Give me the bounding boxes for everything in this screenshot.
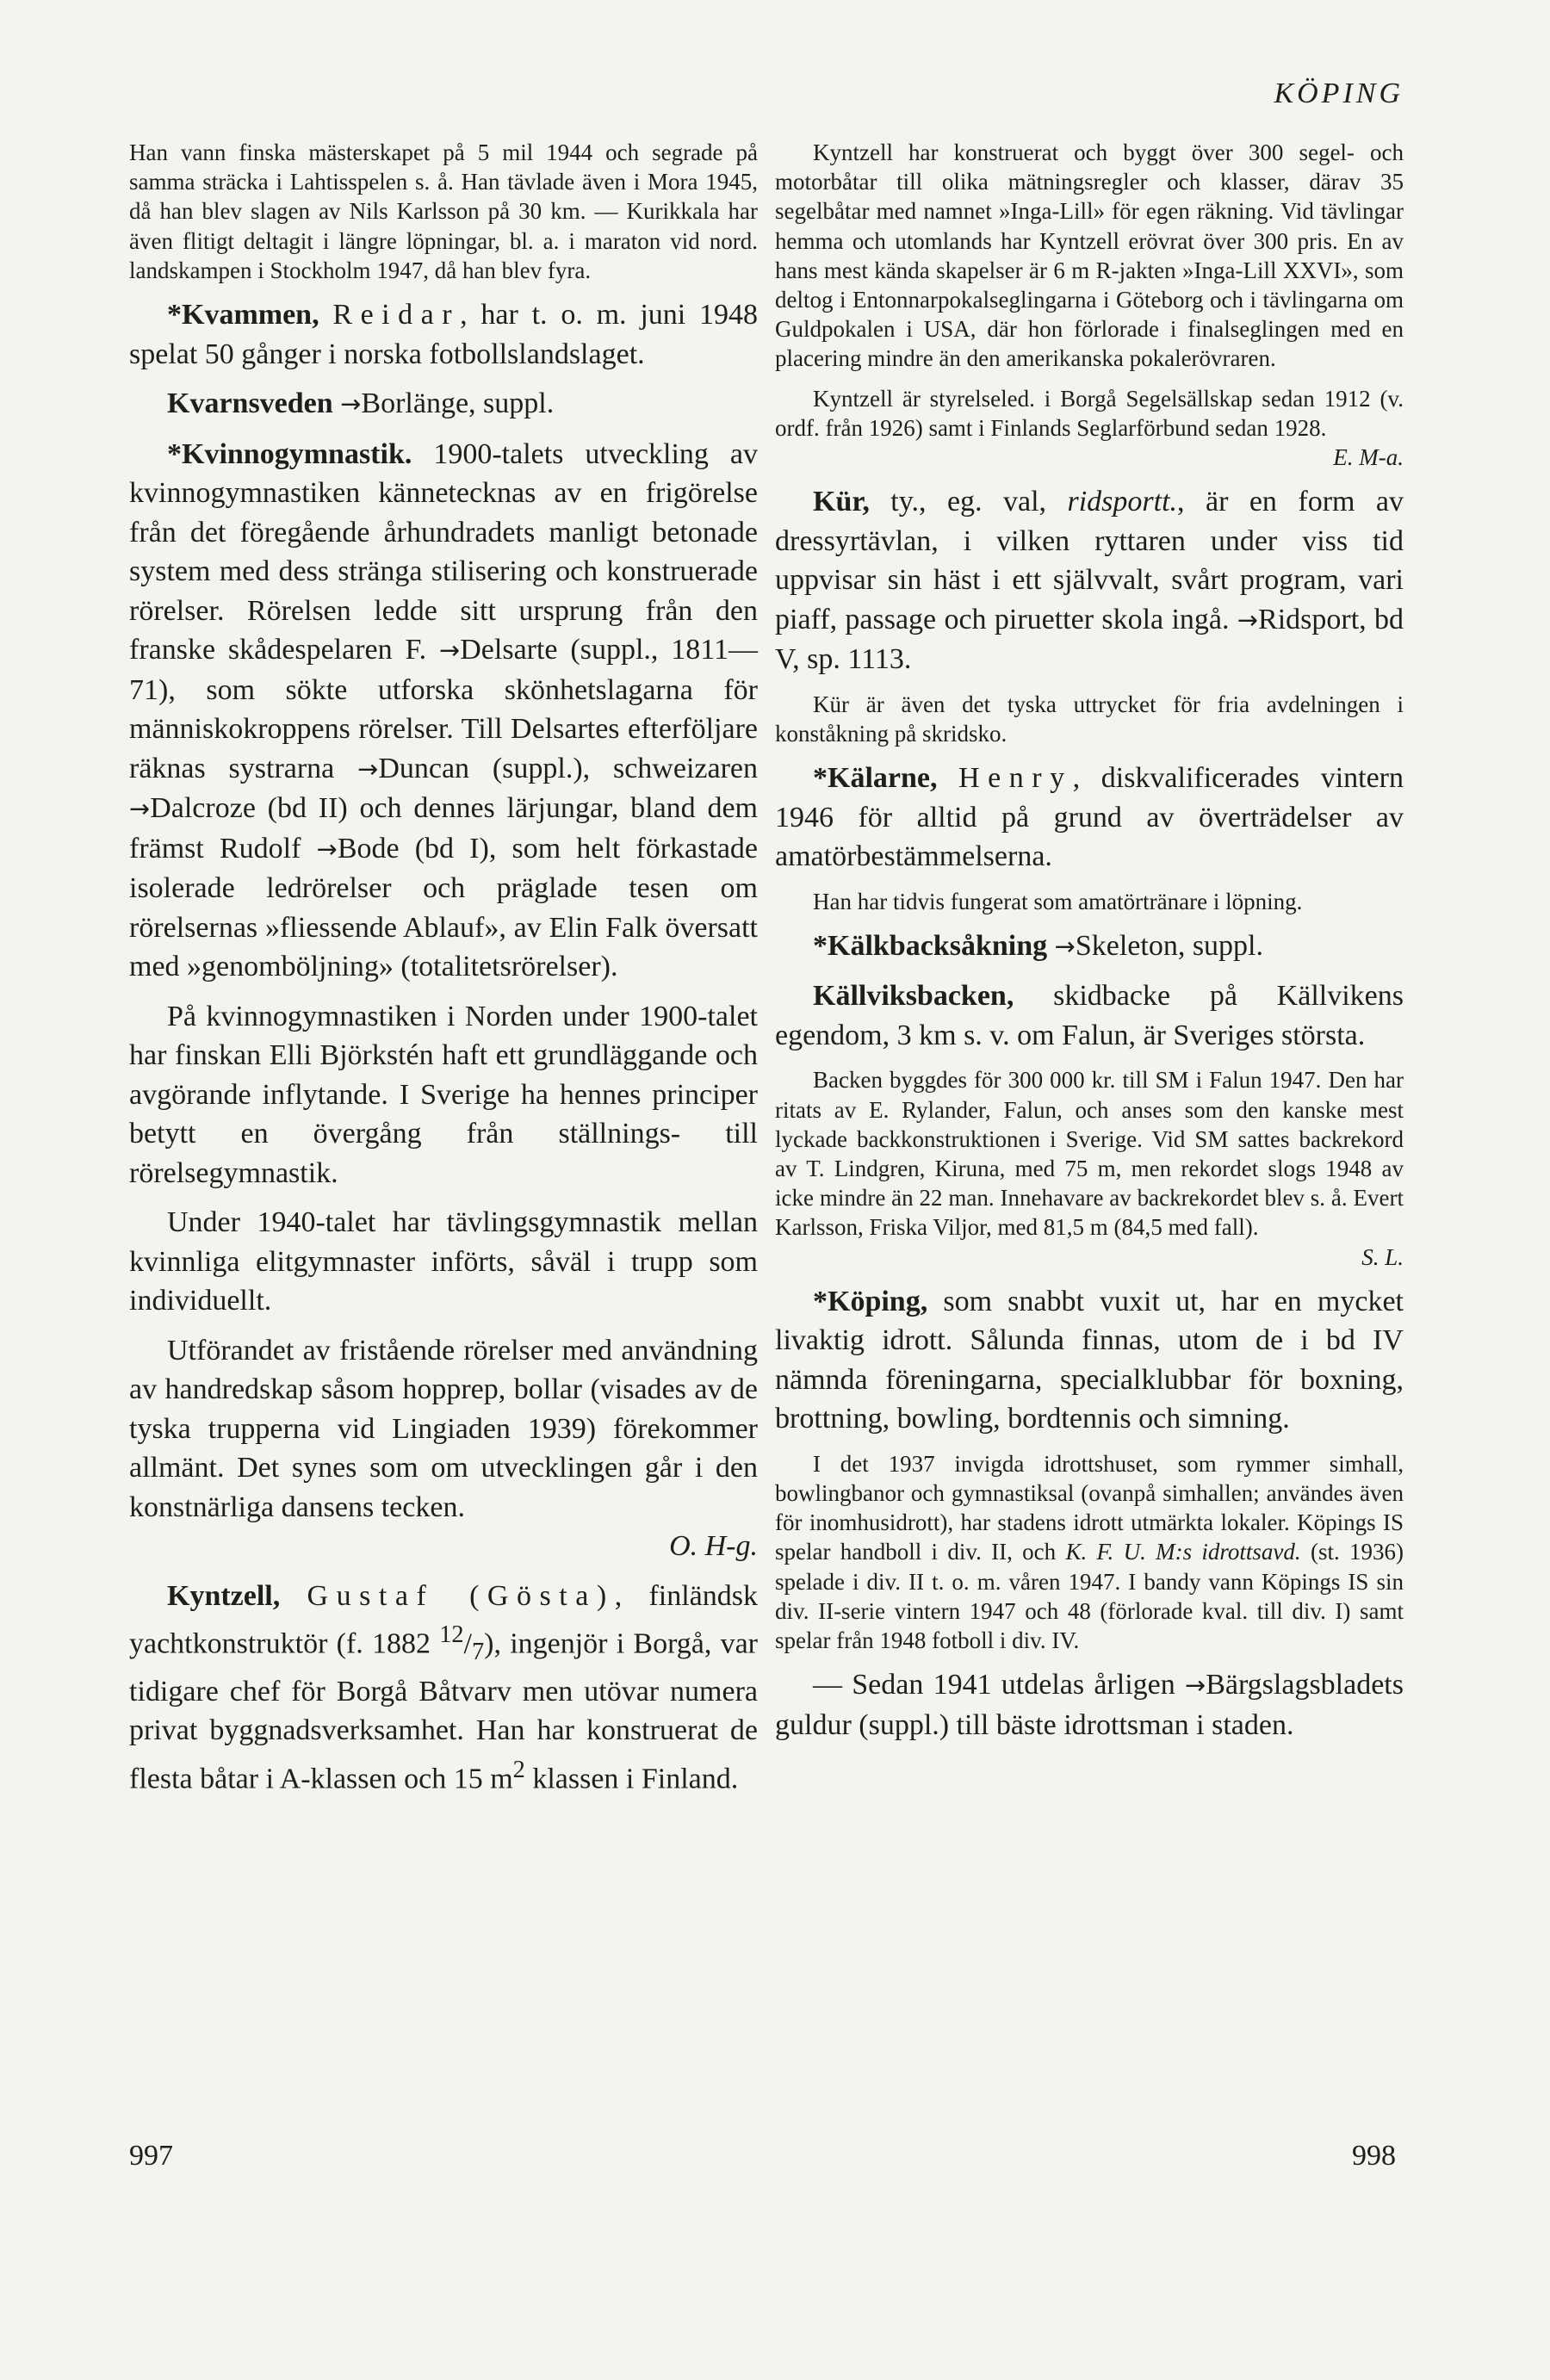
entry-text-kur-2: , är en form av dressyrtävlan, i vilken ryttaren under viss tid uppvisar sin häst i ett självvalt, svårt program, vari piaff, passage och piruetter skola ingå. bbox=[775, 486, 1404, 635]
koping-note bbox=[775, 1449, 1404, 1655]
cross-reference-arrow-icon: → bbox=[340, 389, 362, 419]
entry-text-kallviksbacken: skidbacke på Källvikens egendom, 3 km s. v. om Falun, är Sveriges största. bbox=[775, 980, 1404, 1051]
entry-kvarnsveden bbox=[129, 384, 758, 425]
cross-reference-arrow-icon: → bbox=[1054, 931, 1076, 961]
headword-kyntzell: Kyntzell, bbox=[167, 1579, 281, 1612]
headword-kur: Kür, bbox=[813, 486, 870, 518]
entry-text-kalarne: , diskvalificerades vintern 1946 för alltid på grund av överträdelser av amatörbestämmelserna. bbox=[775, 762, 1404, 873]
entry-text-kyntzell-2: ), ingenjör i Borgå, var tidigare chef för Borgå Båtvarv men utövar numera privat byggnadsverksamhet. Han har konstruerat de flesta båtar i A-klassen och 15 m bbox=[129, 1627, 758, 1794]
entry-text-kyntzell-3: klassen i Finland. bbox=[524, 1762, 739, 1794]
birth-day: 12 bbox=[439, 1621, 464, 1649]
entry-text-kvinnogymnastik-1: 1900-talets utveckling av kvinnogymnastiken kännetecknas av en frigörelse från det föregående århundradets manligt betonade system med dess stränga stilisering och konstruerade rörelser. Rörelsen ledde sitt ursprung från den franske skådespelaren F. bbox=[129, 437, 758, 666]
entry-text-kyntzell-1: , finländsk yachtkonstruktör (f. 1882 bbox=[129, 1579, 758, 1660]
birth-month: 7 bbox=[471, 1639, 485, 1666]
headword-kvinnogymnastik: *Kvinnogymnastik. bbox=[167, 437, 412, 470]
koping-note-text-1: I det 1937 invigda idrottshuset, som rymmer simhall, bowlingbanor och gymnastiksal (ovanpå simhallen; användes även för inomhusidrott), har stadens idrott utmärkta lokaler. Köpings IS spelar handboll i div. II, och bbox=[775, 1450, 1404, 1565]
headword-kvarnsveden: Kvarnsveden bbox=[167, 387, 333, 420]
entry-kalkbacksakning bbox=[775, 927, 1404, 967]
signature-ema: E. M-a. bbox=[1333, 444, 1404, 471]
paragraph-norden: På kvinnogymnastiken i Norden under 1900-talet har finskan Elli Björkstén haft ett grundläggande och avgörande inflytande. I Sverige ha hennes principer betytt en övergång från ställnings- till rörelsegymnastik. bbox=[129, 1000, 758, 1189]
signature-sl: S. L. bbox=[1361, 1243, 1404, 1270]
entry-text-kalkbacksakning: Skeleton, suppl. bbox=[1075, 929, 1264, 962]
koping-final-text-1: — Sedan 1941 utdelas årligen bbox=[813, 1669, 1185, 1701]
headword-kvammen: *Kvammen, bbox=[167, 299, 319, 332]
kalarne-note: Han har tidvis fungerat som amatörtränare i löpning. bbox=[813, 888, 1303, 914]
kyntzell-board bbox=[775, 384, 1404, 473]
entry-kur bbox=[775, 482, 1404, 679]
paragraph-utforandet bbox=[129, 1331, 758, 1566]
entry-kallviksbacken bbox=[775, 976, 1404, 1055]
given-name-kyntzell: Gustaf (Gösta) bbox=[307, 1579, 615, 1612]
cross-reference-arrow-icon: → bbox=[129, 794, 151, 824]
cross-reference-arrow-icon: → bbox=[1184, 1670, 1206, 1701]
paragraph-utforandet-text: Utförandet av fristående rörelser med användning av handredskap såsom hopprep, bollar (visades av de tyska trupperna vid Lingiaden 1939) förekommer allmänt. Det synes som om utvecklingen går i den konstnärliga dansens tecken. bbox=[129, 1334, 758, 1523]
kallviksbacken-note bbox=[775, 1065, 1404, 1271]
entry-kyntzell: Kyntzell, Gustaf (Gösta), finländsk yachtkonstruktör (f. 1882 $^{12}/_7$), ingenjör i Borgå, var tidigare chef för Borgå Båtvarv men utövar numera privat byggnadsverksamhet. Han har konstruerat de flesta båtar i A-klassen och 15 $m^2$ klassen i Finland. bbox=[129, 1579, 758, 1794]
entry-text-kvinnogymnastik-5: Bode (bd I), som helt förkastade isolerade ledrörelser och präglade tesen om rörelsernas »fliessende Ablauf», av Elin Falk översatt med »genomböljning» (totalitetsrörelser). bbox=[129, 832, 758, 983]
cross-reference-arrow-icon: → bbox=[357, 753, 379, 784]
kyntzell-continuation: Kyntzell har konstruerat och byggt över 300 segel- och motorbåtar till olika mätningsregler och klasser, därav 35 segelbåtar med namnet »Inga-Lill» för egen räkning. Vid tävlingar hemma och utomlands har Kyntzell erövrat över 300 pris. En av hans mest kända skapelser är 6 m R-jakten »Inga-Lill XXVI», som deltog i Entonnarpokalseglingarna i Göteborg och i tävlingarna om Guldpokalen i USA, där hon förlorade i finalseglingen med en placering mindre än den amerikanska pokalerövraren. bbox=[775, 139, 1404, 372]
given-name-kvammen: Reidar bbox=[332, 299, 461, 332]
entry-text-koping: som snabbt vuxit ut, har en mycket livaktig idrott. Sålunda finnas, utom de i bd IV nämnda föreningarna, specialklubbar för boxning, brottning, bowling, bordtennis och simning. bbox=[775, 1285, 1404, 1435]
given-name-kalarne: Henry bbox=[958, 762, 1073, 795]
koping-final bbox=[775, 1665, 1404, 1745]
signature-hg: O. H-g. bbox=[669, 1530, 758, 1563]
paragraph-1940-talet: Under 1940-talet har tävlingsgymnastik mellan kvinnliga elitgymnaster införts, såväl i trupp som individuellt. bbox=[129, 1206, 758, 1317]
entry-text-kur-italic: ridsportt. bbox=[1067, 486, 1178, 518]
headword-kallviksbacken: Källviksbacken, bbox=[813, 980, 1014, 1013]
entry-text-kvarnsveden: Borlänge, suppl. bbox=[361, 387, 555, 420]
headword-koping: *Köping, bbox=[813, 1285, 928, 1317]
headword-kalkbacksakning: *Kälkbacksåkning bbox=[813, 929, 1048, 962]
entry-text-kvammen: , har t. o. m. juni 1948 spelat 50 gånger i norska fotbollslandslaget. bbox=[129, 299, 758, 370]
entry-kvinnogymnastik bbox=[129, 435, 758, 987]
entry-text-kur-1: ty., eg. val, bbox=[869, 486, 1068, 518]
cross-reference-arrow-icon: → bbox=[439, 635, 461, 666]
left-column bbox=[129, 138, 758, 1808]
cross-reference-arrow-icon: → bbox=[1237, 604, 1259, 635]
cross-reference-arrow-icon: → bbox=[316, 834, 338, 864]
entry-text-kvinnogymnastik-2: Delsarte (suppl., 1811—71), som sökte utforska skönhetslagarna för människokroppens rörelser. Till Delsartes efterföljare räknas systrarna bbox=[129, 634, 758, 784]
kur-note: Kür är även det tyska uttrycket för fria avdelningen i konståkning på skridsko. bbox=[775, 691, 1404, 747]
page-number-right: 998 bbox=[1352, 2140, 1396, 2172]
entry-kalarne bbox=[775, 759, 1404, 877]
kallviksbacken-note-text: Backen byggdes för 300 000 kr. till SM i Falun 1947. Den har ritats av E. Rylander, Falun, och anses som den kanske mest lyckade backkonstruktionen i Sverige. Vid SM sattes backrekord av T. Lindgren, Kiruna, med 75 m, men rekordet slogs 1948 av icke mindre än 22 man. Innehavare av backrekordet blev s. å. Evert Karlsson, Friska Viljor, med 81,5 m (84,5 med fall). bbox=[775, 1067, 1404, 1241]
right-column bbox=[775, 138, 1404, 1755]
headword-kalarne: *Kälarne, bbox=[813, 762, 938, 795]
entry-text-kur-3: Ridsport, bd V, sp. 1113. bbox=[775, 603, 1404, 676]
running-head: KÖPING bbox=[1274, 77, 1404, 109]
entry-text-kvinnogymnastik-4: Dalcroze (bd II) och dennes lärjungar, bland dem främst Rudolf bbox=[129, 792, 758, 865]
kurikkala-continuation: Han vann finska mästerskapet på 5 mil 1944 och segrade på samma sträcka i Lahtisspelen s. å. Han tävlade även i Mora 1945, då han blev slagen av Nils Karlsson på 30 km. — Kurikkala har även flitigt deltagit i längre löpningar, bl. a. i maraton vid nord. landskampen i Stockholm 1947, då han blev fyra. bbox=[129, 139, 758, 283]
square-superscript: 2 bbox=[512, 1756, 525, 1783]
koping-final-text-2: Bärgslagsbladets guldur (suppl.) till bäste idrottsman i staden. bbox=[775, 1669, 1404, 1741]
entry-koping bbox=[775, 1282, 1404, 1439]
entry-kvammen bbox=[129, 295, 758, 374]
koping-note-text-2: (st. 1936) spelade i div. II t. o. m. våren 1947. I bandy vann Köpings IS sin div. II-serie vintern 1947 och 48 (förlorade kval. till div. I) samt spelar från 1948 fotboll i div. IV. bbox=[775, 1539, 1404, 1653]
entry-text-kvinnogymnastik-3: Duncan (suppl.), schweizaren bbox=[378, 752, 758, 784]
kyntzell-board-text: Kyntzell är styrelseled. i Borgå Segelsällskap sedan 1912 (v. ordf. från 1926) samt i Finlands Seglarförbund sedan 1928. bbox=[775, 385, 1404, 441]
koping-note-italic: K. F. U. M:s idrottsavd. bbox=[1065, 1539, 1301, 1565]
page-number-left: 997 bbox=[129, 2140, 173, 2172]
